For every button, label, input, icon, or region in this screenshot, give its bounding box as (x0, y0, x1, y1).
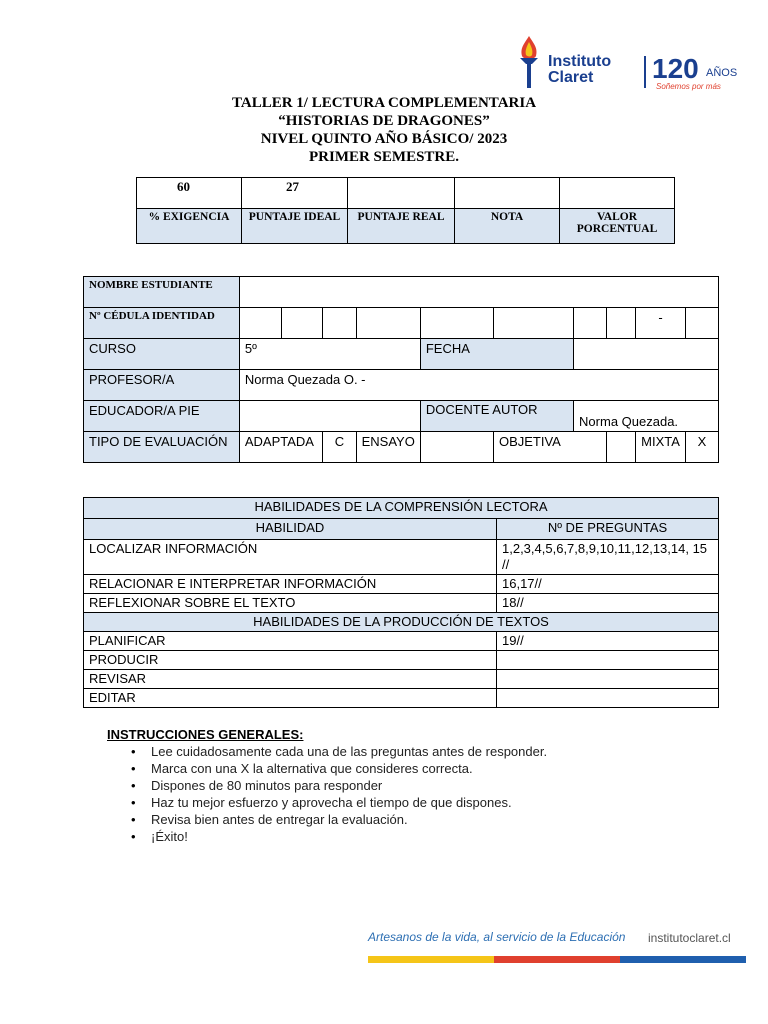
list-item: • ¡Éxito! (131, 828, 707, 845)
valor-porcentual-value[interactable] (560, 178, 675, 209)
instructions-title: INSTRUCCIONES GENERALES: (107, 727, 304, 742)
student-id-row (84, 308, 719, 339)
valor-porcentual-label: VALOR PORCENTUAL (560, 209, 675, 244)
table-row (84, 651, 719, 670)
skill-questions: 18// (497, 594, 719, 613)
heading-line-2: “HISTORIAS DE DRAGONES” (278, 113, 490, 129)
exigencia-value[interactable]: 60 (137, 178, 242, 209)
score-values-row (137, 178, 675, 209)
anniversary-word: AÑOS (706, 67, 738, 79)
eval-mark-objetiva[interactable] (606, 432, 635, 463)
pie-educator-field[interactable] (239, 401, 420, 432)
course-label: CURSO (84, 339, 240, 370)
teacher-label: PROFESOR/A (84, 370, 240, 401)
skill-questions: 16,17// (497, 575, 719, 594)
id-digit-cell[interactable] (239, 308, 281, 339)
footer-color-bar (368, 956, 746, 963)
list-item: • Revisa bien antes de entregar la evaluación. (131, 811, 707, 828)
skill-name: LOCALIZAR INFORMACIÓN (84, 540, 497, 575)
puntaje-real-label: PUNTAJE REAL (348, 209, 455, 244)
student-name-row (84, 277, 719, 308)
skill-name: RELACIONAR E INTERPRETAR INFORMACIÓN (84, 575, 497, 594)
reading-skills-title: HABILIDADES DE LA COMPRENSIÓN LECTORA (84, 498, 719, 519)
institute-name-line2: Claret (548, 69, 594, 86)
course-value[interactable]: 5º (239, 339, 420, 370)
score-labels-row (137, 209, 675, 244)
table-row (84, 540, 719, 575)
table-row (84, 632, 719, 651)
id-check-digit-cell[interactable] (685, 308, 718, 339)
footer-bar-yellow (368, 956, 494, 963)
teacher-value[interactable]: Norma Quezada O. - (239, 370, 718, 401)
student-name-field[interactable] (239, 277, 718, 308)
id-digit-cell[interactable] (420, 308, 493, 339)
skill-column-header: HABILIDAD (84, 519, 497, 540)
list-item: • Dispones de 80 minutos para responder (131, 777, 707, 794)
id-digit-cell[interactable] (281, 308, 323, 339)
id-digit-cell[interactable] (574, 308, 607, 339)
list-item: • Marca con una X la alternativa que consideres correcta. (131, 760, 707, 777)
heading-line-3: NIVEL QUINTO AÑO BÁSICO/ 2023 (260, 131, 508, 147)
skill-name: REVISAR (84, 670, 497, 689)
id-check-dash: - (636, 308, 686, 339)
footer-bar-blue (620, 956, 746, 963)
id-digit-cell[interactable] (356, 308, 420, 339)
author-value[interactable]: Norma Quezada. (574, 401, 719, 432)
footer-bar-red (494, 956, 620, 963)
id-digit-cell[interactable] (606, 308, 635, 339)
skill-name: PLANIFICAR (84, 632, 497, 651)
list-item: • Lee cuidadosamente cada una de las preguntas antes de responder. (131, 743, 707, 760)
institute-logo (514, 34, 754, 94)
torch-icon (514, 34, 544, 90)
id-digit-cell[interactable] (323, 308, 356, 339)
document-heading (0, 94, 768, 166)
student-info-table (83, 276, 719, 463)
student-name-label: NOMBRE ESTUDIANTE (84, 277, 240, 308)
puntaje-real-value[interactable] (348, 178, 455, 209)
skill-questions: 19// (497, 632, 719, 651)
instructions-section (107, 727, 707, 845)
production-title-row (84, 613, 719, 632)
skill-name: REFLEXIONAR SOBRE EL TEXTO (84, 594, 497, 613)
puntaje-ideal-value[interactable]: 27 (242, 178, 348, 209)
table-row (84, 670, 719, 689)
instructions-list (131, 743, 707, 845)
id-digit-cell[interactable] (493, 308, 573, 339)
skills-title-row (84, 498, 719, 519)
date-label: FECHA (420, 339, 573, 370)
eval-mark-adaptada[interactable]: C (323, 432, 356, 463)
footer-motto: Artesanos de la vida, al servicio de la Educación (368, 930, 626, 944)
heading-line-1: TALLER 1/ LECTURA COMPLEMENTARIA (231, 95, 537, 111)
exigencia-label: % EXIGENCIA (137, 209, 242, 244)
pie-educator-row (84, 401, 719, 432)
teacher-row (84, 370, 719, 401)
skills-header-row (84, 519, 719, 540)
eval-mark-mixta[interactable]: X (685, 432, 718, 463)
nota-value[interactable] (455, 178, 560, 209)
student-id-label: Nº CÉDULA IDENTIDAD (84, 308, 240, 339)
skill-questions (497, 689, 719, 708)
evaluation-type-row (84, 432, 719, 463)
puntaje-ideal-label: PUNTAJE IDEAL (242, 209, 348, 244)
logo-tagline: Soñemos por más (656, 82, 721, 91)
heading-line-4: PRIMER SEMESTRE. (308, 149, 460, 165)
pie-educator-label: EDUCADOR/A PIE (84, 401, 240, 432)
skill-questions (497, 670, 719, 689)
table-row (84, 575, 719, 594)
questions-column-header: Nº DE PREGUNTAS (497, 519, 719, 540)
score-table (136, 177, 675, 244)
evaluation-type-label: TIPO DE EVALUACIÓN (84, 432, 240, 463)
eval-mark-ensayo[interactable] (420, 432, 493, 463)
date-field[interactable] (574, 339, 719, 370)
course-row (84, 339, 719, 370)
institute-name-line1: Instituto (548, 53, 612, 70)
table-row (84, 689, 719, 708)
anniversary-number: 120 (652, 53, 699, 84)
table-row (84, 594, 719, 613)
skills-table (83, 497, 719, 708)
logo-divider (644, 56, 646, 88)
eval-option-mixta: MIXTA (636, 432, 686, 463)
institute-name (548, 54, 611, 86)
footer-website[interactable]: institutoclaret.cl (648, 931, 731, 945)
eval-option-objetiva: OBJETIVA (493, 432, 606, 463)
eval-option-ensayo: ENSAYO (356, 432, 420, 463)
nota-label: NOTA (455, 209, 560, 244)
list-item: • Haz tu mejor esfuerzo y aprovecha el tiempo de que dispones. (131, 794, 707, 811)
skill-questions (497, 651, 719, 670)
eval-option-adaptada: ADAPTADA (239, 432, 322, 463)
author-label: DOCENTE AUTOR (420, 401, 573, 432)
production-skills-title: HABILIDADES DE LA PRODUCCIÓN DE TEXTOS (84, 613, 719, 632)
skill-questions: 1,2,3,4,5,6,7,8,9,10,11,12,13,14, 15 // (497, 540, 719, 575)
skill-name: EDITAR (84, 689, 497, 708)
skill-name: PRODUCIR (84, 651, 497, 670)
